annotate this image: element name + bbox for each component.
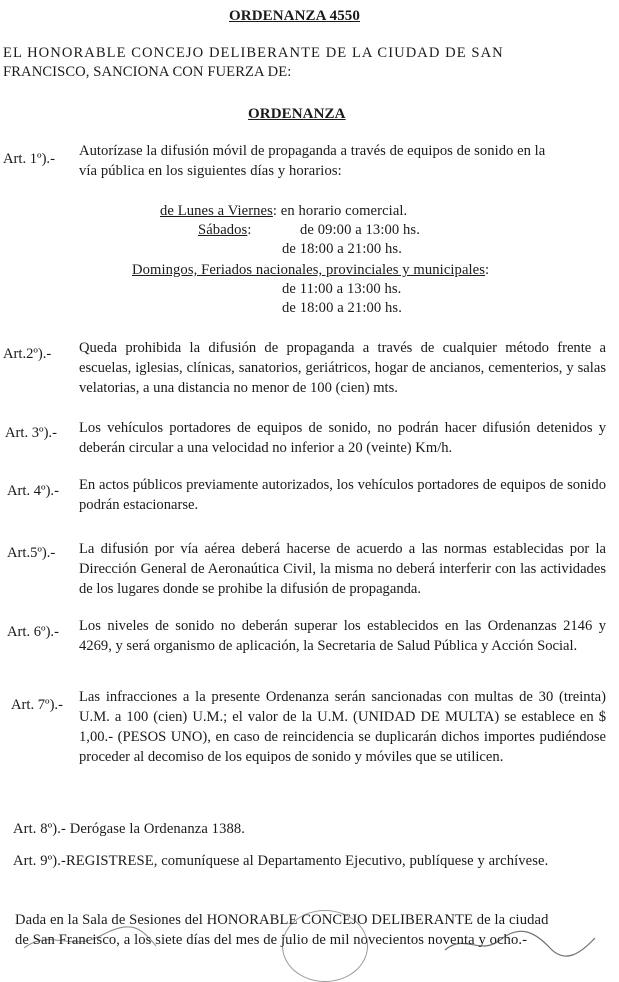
- schedule-saturday-sep: :: [247, 222, 252, 238]
- schedule-sunday-time-1: de 11:00 a 13:00 hs.: [282, 281, 402, 297]
- preamble-line-1: EL HONORABLE CONCEJO DELIBERANTE DE LA CIUDAD DE SAN: [3, 45, 504, 61]
- schedule-weekdays: [160, 203, 407, 219]
- article-1-line-1: Autorízase la difusión móvil de propaganda a través de equipos de sonido en la: [79, 143, 546, 159]
- schedule-sunday-sep: :: [485, 262, 490, 278]
- article-9-text: REGISTRESE, comuníquese al Departamento Ejecutivo, publíquese y archívese.: [65, 853, 549, 869]
- article-3-label: Art. 3º).-: [5, 425, 57, 441]
- article-1-label: Art. 1º).-: [3, 151, 55, 167]
- official-seal-stamp: [282, 910, 368, 982]
- article-8: [13, 821, 245, 837]
- schedule-saturday-label: Sábados: [198, 222, 248, 238]
- article-6-label: Art. 6º).-: [7, 624, 59, 640]
- schedule-saturday-time-1: de 09:00 a 13:00 hs.: [300, 222, 420, 238]
- handwritten-signature: [440, 928, 600, 958]
- schedule-sunday-time-2: de 18:00 a 21:00 hs.: [282, 300, 402, 316]
- schedule-saturday-time-2: de 18:00 a 21:00 hs.: [282, 241, 402, 257]
- article-4-text: En actos públicos previamente autorizados, los vehículos portadores de equipos de sonido podrán estacionarse.: [79, 477, 606, 513]
- article-3-text: Los vehículos portadores de equipos de sonido, no podrán hacer difusión detenidos y deberán circular a una velocidad no inferior a 20 (veinte) Km/h.: [79, 420, 606, 456]
- article-2-text: Queda prohibida la difusión de propaganda a través de cualquier método frente a escuelas, iglesias, clínicas, sanatorios, geriátricos, hogar de ancianos, cementerios, y salas velatorias, a una distancia no menor de 100 (cien) mts.: [79, 340, 606, 396]
- ordinance-number-title: ORDENANZA 4550: [229, 8, 360, 24]
- article-5-text: La difusión por vía aérea deberá hacerse de acuerdo a las normas establecidas por la Dirección General de Aeronaútica Civil, la misma no deberá interferir con las actividades de los lugares donde se prohibe la difusión de propaganda.: [79, 541, 606, 597]
- article-8-label: Art. 8º).-: [13, 821, 66, 837]
- article-7-text: Las infracciones a la presente Ordenanza serán sancionadas con multas de 30 (treinta) U.M. a 100 (cien) U.M.; el valor de la U.M. (UNIDAD DE MULTA) se establece en $ 1,00.- (PESOS UNO), en caso de reincidencia se duplicarán dichos importes pudiéndose proceder al decomiso de los equipos de sonido y móviles que se utilicen.: [79, 689, 606, 765]
- schedule-saturday: [198, 222, 252, 238]
- preamble-line-2: FRANCISCO, SANCIONA CON FUERZA DE:: [3, 64, 292, 80]
- article-9-label: Art. 9º).-: [13, 853, 66, 869]
- schedule-weekdays-label: de Lunes a Viernes: [160, 203, 273, 219]
- closing-line-1: Dada en la Sala de Sesiones del HONORABLE CONCEJO DELIBERANTE de la ciudad: [15, 912, 549, 928]
- article-7-label: Art. 7º).-: [11, 697, 63, 713]
- schedule-sunday: [132, 262, 489, 278]
- article-9: [13, 853, 548, 869]
- schedule-weekdays-value: : en horario comercial.: [272, 203, 408, 219]
- article-4-label: Art. 4º).-: [7, 483, 59, 499]
- article-1-line-2: vía pública en los siguientes días y horarios:: [79, 163, 342, 179]
- article-2-label: Art.2º).-: [3, 346, 52, 362]
- closing-line-2: de San Francisco, a los siete días del mes de julio de mil novecientos noventa y ocho.-: [15, 932, 528, 948]
- margin-signature-scribble: [20, 918, 160, 956]
- ordinance-subtitle: ORDENANZA: [248, 106, 346, 122]
- article-5-label: Art.5º).-: [7, 545, 56, 561]
- article-8-text: Derógase la Ordenanza 1388.: [69, 821, 246, 837]
- schedule-sunday-label: Domingos, Feriados nacionales, provinciales y municipales: [132, 262, 486, 278]
- article-6-text: Los niveles de sonido no deberán superar los establecidos en las Ordenanzas 2146 y 4269, y será organismo de aplicación, la Secretaria de Salud Pública y Acción Social.: [79, 618, 606, 654]
